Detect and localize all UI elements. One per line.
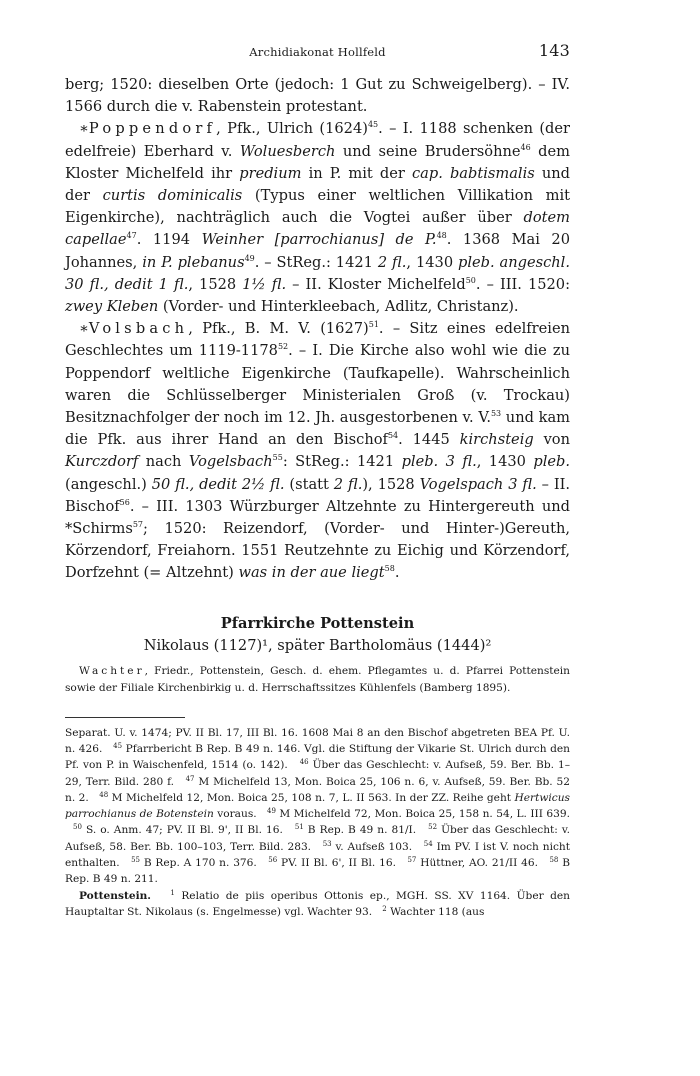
main-text bbox=[65, 74, 570, 585]
footnote-divider bbox=[65, 717, 185, 718]
footnote-ref-45: 45 bbox=[367, 120, 379, 130]
place-name-volsbach: Volsbach bbox=[88, 320, 189, 338]
paragraph-continuation: berg; 1520: dieselben Orte (jedoch: 1 Gut zu Schweigelberg). – IV. 1566 durch die v. Rabenstein protestant. bbox=[65, 76, 570, 116]
section-subtitle: Nikolaus (1127)¹, später Bartholomäus (1444)² bbox=[143, 636, 492, 654]
section-title: Pfarrkirche Pottenstein bbox=[220, 614, 415, 632]
running-header bbox=[65, 40, 570, 64]
paragraph-volsbach: ∗Volsbach, Pfk., B. M. V. $(1627)^{51}$. – Sitz eines edelfreien Geschlechtes um 1119-1178$^{52}$. – I. Die Kirche also wohl wie die zu Poppendorf weltliche Eigenkirche (Taufkapelle). Wahrscheinlich waren die Schlüsselberger Ministerialen Groß (v. Trockau) Besitznachfolger der noch im 12. Jh. ausgestorbenen v. V.$^{53}$ und kam die Pfk. aus ihrer Hand an den Bischof$^{54}$. 1445 kirchsteig von Kurczdorf nach Vogelsbach$^{55}$: StReg.: 1421 pleb. 3 fl., 1430 pleb. (angeschl.) 50 fl., dedit 2½ fl. (statt 2 fl.), 1528 Vogelspach 3 fl. – II. Bischof$^{56}$. – III. 1303 Würzburger Altzehnte zu Hintergereuth und *Schirms$^{57}$; 1520: Reizendorf, (Vorder- und Hinter-)Gereuth, Körzendorf, Freiahorn. 1551 Reutzehnte zu Eichig und Körzendorf, Dorfzehnt (= Altzehnt) was in der aue liegt$^{58}$. bbox=[65, 320, 571, 582]
book-page bbox=[65, 40, 570, 920]
literature-author: Wachter bbox=[79, 664, 145, 677]
literature-note: Wachter, Friedr., Pottenstein, Gesch. d. ehem. Pflegamtes u. d. Pfarrei Pottenstein sowie der Filiale Kirchenbirkig u. d. Herrschaftssitzes Kühlenfels (Bamberg 1895). bbox=[65, 664, 570, 694]
place-name-poppendorf: Poppendorf bbox=[88, 120, 217, 138]
footnote-block: Separat. U. v. 1474; PV. II Bl. 17, III Bl. 16. 1608 Mai 8 an den Bischof abgetreten BEA Pf. U. n. 426. $^{45}$ Pfarrbericht B Rep. B 49 n. 146. Vgl. die Stiftung der Vikarie St. Ulrich durch den Pf. von P. in Waischenfeld, 1514 (o. 142). $^{46}$ Über das Geschlecht: v. Aufseß, 59. Ber. Bb. 1–29, Terr. Bild. 280 f. $^{47}$ M Michelfeld 13, Mon. Boica 25, 106 n. 6, v. Aufseß, 59. Ber. Bb. 52 n. 2. $^{48}$ M Michelfeld 12, Mon. Boica 25, 108 n. 7, L. II 563. In der ZZ. Reihe geht Hertwicus parrochianus de Botenstein voraus. $^{49}$ M Michelfeld 72, Mon. Boica 25, 158 n. 54, L. III 639. $^{50}$ S. o. Anm. 47; PV. II Bl. 9', II Bl. 16. $^{51}$ B Rep. B 49 n. 81/I. $^{52}$ Über das Geschlecht: v. Aufseß, 58. Ber. Bb. 100–103, Terr. Bild. 283. $^{53}$ v. Aufseß 103. $^{54}$ Im PV. I ist V. noch nicht enthalten. $^{55}$ B Rep. A 170 n. 376. $^{56}$ PV. II Bl. 6', II Bl. 16. $^{57}$ Hüttner, AO. 21/II 46. $^{58}$ B Rep. B 49 n. 211. bbox=[65, 726, 571, 886]
footnote-pottenstein: Pottenstein. $^1$ Relatio de piis operibus Ottonis ep., MGH. SS. XV 1164. Über den Hauptaltar St. Nikolaus (s. Engelmesse) vgl. Wachter 93. $^2$ Wachter 118 (aus bbox=[65, 888, 571, 918]
paragraph-poppendorf: ∗Poppendorf, Pfk., Ulrich $(1624)^{45}$. – I. 1188 schenken (der edelfreie) Eberhard v. Woluesberch und seine Brudersöhne$^{46}$ dem Kloster Michelfeld ihr predium in P. mit der cap. babtismalis und der curtis dominicalis (Typus einer weltlichen Villikation mit Eigenkirche), nachträglich auch die Vogtei außer über dotem capellae$^{47}$. 1194 Weinher [parrochianus] de P.$^{48}$. 1368 Mai 20 Johannes, in P. plebanus$^{49}$. – StReg.: 1421 2 fl., 1430 pleb. angeschl. 30 fl., dedit 1 fl., 1528 1½ fl. – II. Kloster Michelfeld$^{50}$. – III. 1520: zwey Kleben (Vorder- und Hinterkleebach, Adlitz, Christanz). bbox=[65, 120, 571, 316]
footnote-section-label: Pottenstein. bbox=[79, 889, 151, 902]
footnotes bbox=[65, 725, 570, 921]
running-title: Archidiakonat Hollfeld bbox=[249, 45, 386, 59]
page-number: 143 bbox=[538, 41, 570, 60]
